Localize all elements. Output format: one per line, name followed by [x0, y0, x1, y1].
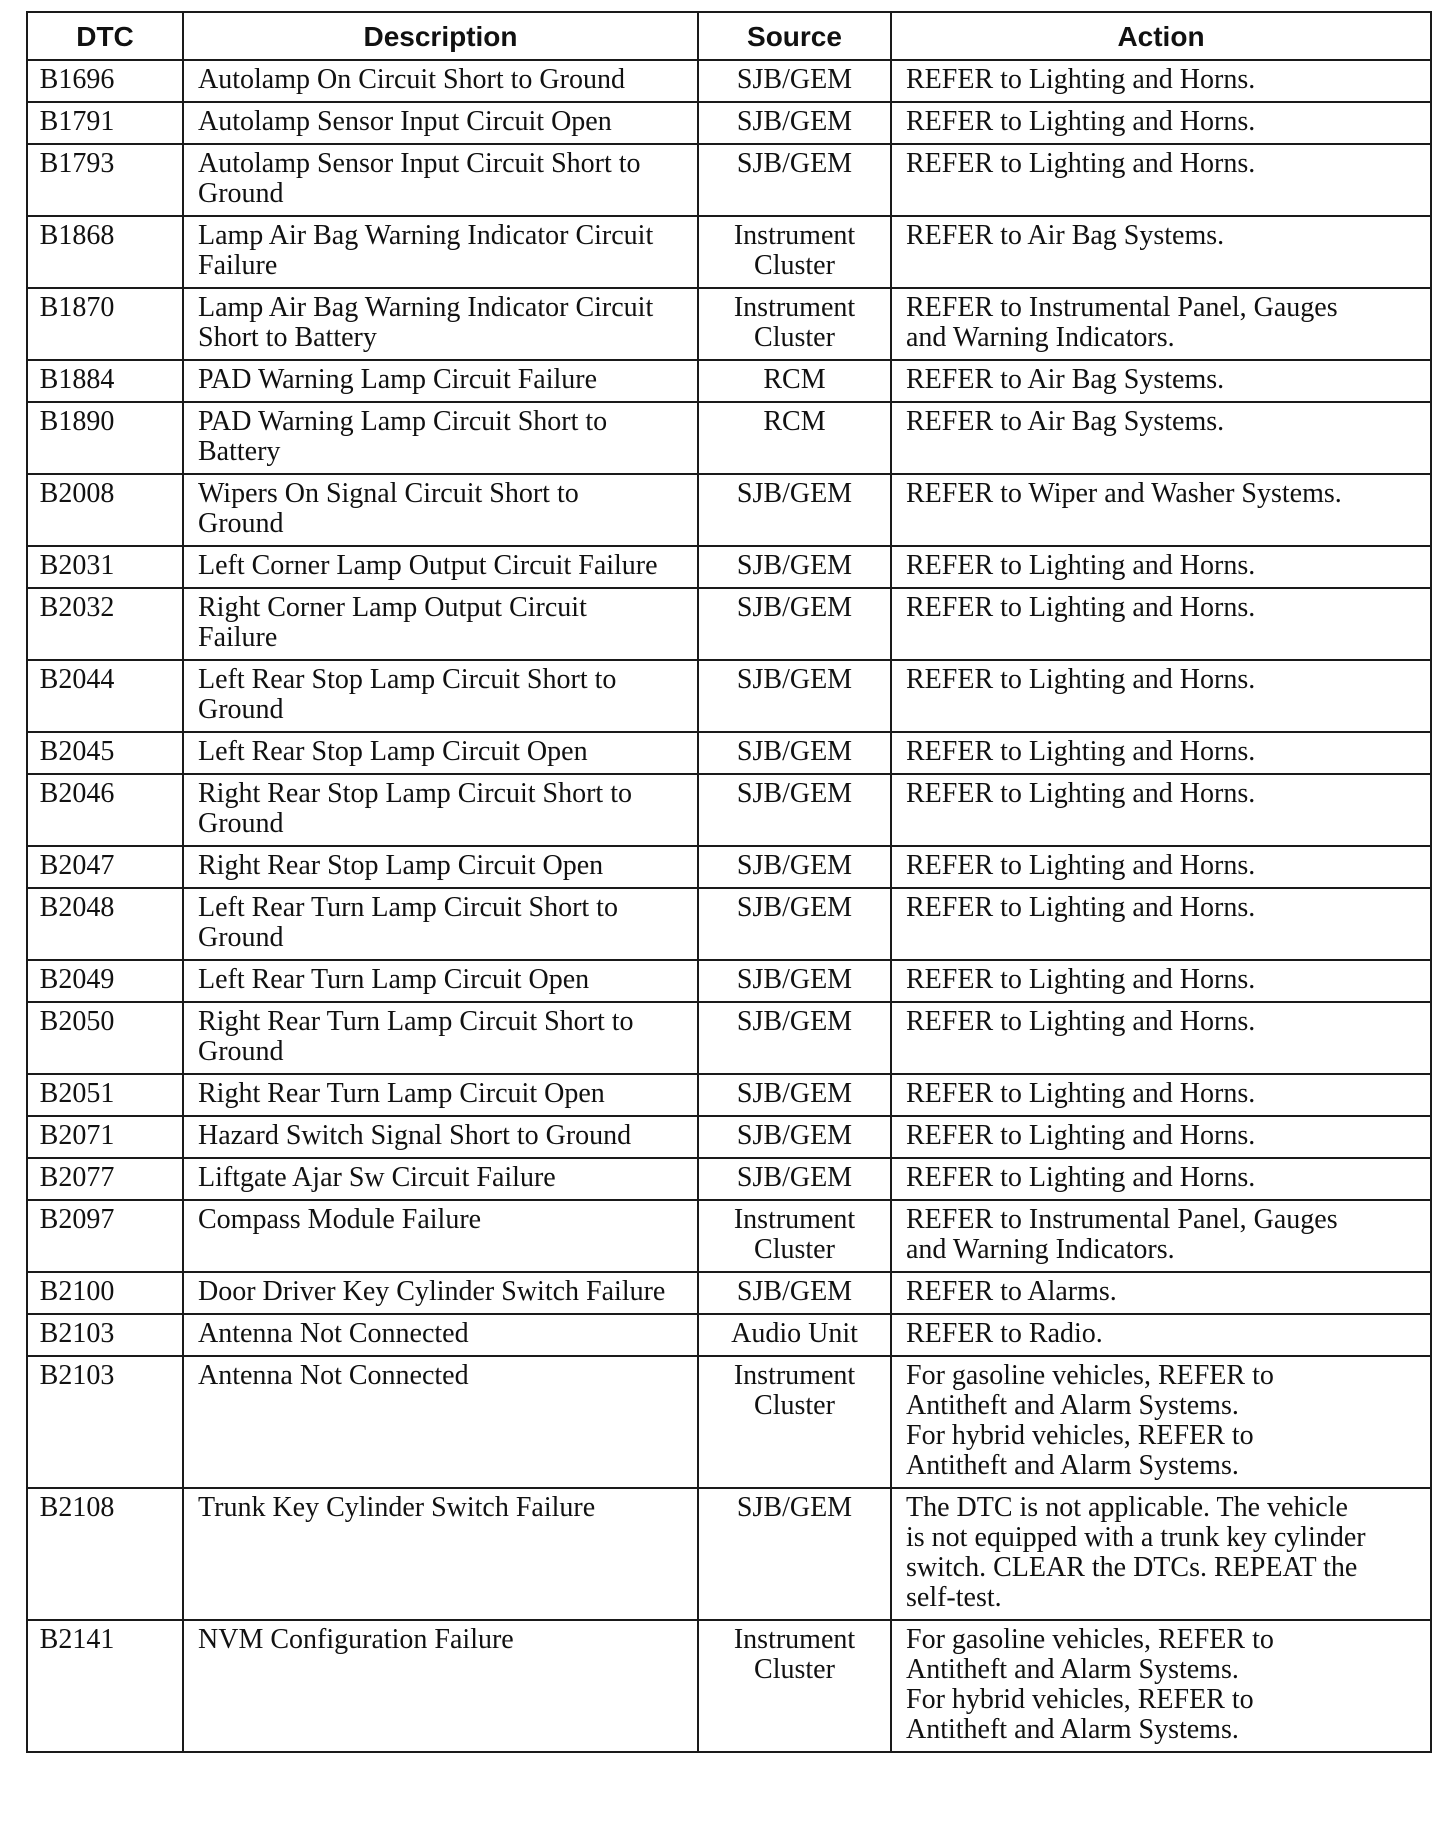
description-line: Ground [198, 1036, 284, 1067]
action-line: Antitheft and Alarm Systems. [906, 1390, 1239, 1421]
source-cell [698, 660, 891, 732]
description-cell [183, 102, 698, 144]
source-line: SJB/GEM [736, 778, 853, 809]
table-row [27, 288, 1431, 360]
action-line: REFER to Lighting and Horns. [906, 892, 1256, 923]
source-cell [698, 288, 891, 360]
source-line: SJB/GEM [736, 964, 853, 995]
action-cell [891, 588, 1431, 660]
description-line: Door Driver Key Cylinder Switch Failure [198, 1276, 666, 1307]
source-line: SJB/GEM [736, 1120, 853, 1151]
description-line: Ground [198, 508, 284, 539]
description-line: Ground [198, 922, 284, 953]
action-cell [891, 1200, 1431, 1272]
action-line: REFER to Lighting and Horns. [906, 106, 1256, 137]
action-line: REFER to Lighting and Horns. [906, 1006, 1256, 1037]
source-line: SJB/GEM [736, 106, 853, 137]
action-cell [891, 1314, 1431, 1356]
dtc-cell: B2077 [27, 1158, 183, 1200]
header-dtc: DTC [27, 12, 183, 60]
action-line: Antitheft and Alarm Systems. [906, 1714, 1239, 1745]
action-line: REFER to Lighting and Horns. [906, 1162, 1256, 1193]
source-cell [698, 1314, 891, 1356]
action-cell [891, 402, 1431, 474]
action-line: Antitheft and Alarm Systems. [906, 1654, 1239, 1685]
source-cell [698, 1356, 891, 1488]
description-line: Right Rear Stop Lamp Circuit Open [198, 850, 604, 881]
description-line: Compass Module Failure [198, 1204, 482, 1235]
description-cell [183, 1158, 698, 1200]
description-line: Left Rear Stop Lamp Circuit Short to [198, 664, 617, 695]
source-line: RCM [763, 406, 826, 437]
source-cell [698, 474, 891, 546]
description-cell [183, 774, 698, 846]
table-row [27, 1272, 1431, 1314]
action-cell [891, 660, 1431, 732]
source-cell [698, 60, 891, 102]
action-line: and Warning Indicators. [906, 322, 1175, 353]
action-line: REFER to Lighting and Horns. [906, 736, 1256, 767]
action-line: REFER to Lighting and Horns. [906, 850, 1256, 881]
action-line: REFER to Wiper and Washer Systems. [906, 478, 1342, 509]
action-cell [891, 1074, 1431, 1116]
description-cell [183, 1002, 698, 1074]
source-cell [698, 846, 891, 888]
description-line: Wipers On Signal Circuit Short to [198, 478, 579, 509]
description-cell [183, 144, 698, 216]
dtc-cell: B2045 [27, 732, 183, 774]
source-line: RCM [763, 364, 826, 395]
description-cell [183, 474, 698, 546]
table-row [27, 60, 1431, 102]
action-cell [891, 774, 1431, 846]
description-cell [183, 1314, 698, 1356]
source-cell [698, 1620, 891, 1752]
action-line: REFER to Instrumental Panel, Gauges [906, 292, 1338, 323]
source-cell [698, 774, 891, 846]
source-line: SJB/GEM [736, 892, 853, 923]
action-cell [891, 102, 1431, 144]
description-cell [183, 960, 698, 1002]
description-cell [183, 1356, 698, 1488]
source-line: SJB/GEM [736, 550, 853, 581]
dtc-cell: B2049 [27, 960, 183, 1002]
description-line: Hazard Switch Signal Short to Ground [198, 1120, 632, 1151]
description-line: PAD Warning Lamp Circuit Failure [198, 364, 598, 395]
source-line: Instrument [733, 1204, 856, 1235]
description-line: Battery [198, 436, 281, 467]
description-cell [183, 588, 698, 660]
dtc-cell: B2051 [27, 1074, 183, 1116]
dtc-cell: B2044 [27, 660, 183, 732]
source-line: SJB/GEM [736, 1006, 853, 1037]
table-row [27, 660, 1431, 732]
source-line: Instrument [733, 1360, 856, 1391]
source-line: Instrument [733, 220, 856, 251]
dtc-cell: B1870 [27, 288, 183, 360]
description-line: Ground [198, 694, 284, 725]
table-body [27, 60, 1431, 1752]
table-row [27, 546, 1431, 588]
action-line: For gasoline vehicles, REFER to [906, 1360, 1274, 1391]
dtc-cell: B1868 [27, 216, 183, 288]
description-cell [183, 402, 698, 474]
action-cell [891, 1158, 1431, 1200]
action-cell [891, 216, 1431, 288]
description-line: Lamp Air Bag Warning Indicator Circuit [198, 292, 654, 323]
action-line: The DTC is not applicable. The vehicle [906, 1492, 1348, 1523]
table-row [27, 1074, 1431, 1116]
description-cell [183, 1200, 698, 1272]
source-line: SJB/GEM [736, 736, 853, 767]
source-line: Cluster [754, 322, 835, 353]
action-cell [891, 1620, 1431, 1752]
action-cell [891, 1002, 1431, 1074]
table-header-row [27, 12, 1431, 60]
action-line: self-test. [906, 1582, 1002, 1613]
source-line: Instrument [733, 292, 856, 323]
table-row [27, 588, 1431, 660]
source-cell [698, 144, 891, 216]
description-line: Autolamp On Circuit Short to Ground [198, 64, 625, 95]
action-cell [891, 474, 1431, 546]
source-line: SJB/GEM [736, 1078, 853, 1109]
action-line: REFER to Lighting and Horns. [906, 592, 1256, 623]
table-row [27, 1488, 1431, 1620]
action-line: Antitheft and Alarm Systems. [906, 1450, 1239, 1481]
dtc-cell: B2046 [27, 774, 183, 846]
description-line: Autolamp Sensor Input Circuit Open [198, 106, 612, 137]
description-line: Autolamp Sensor Input Circuit Short to [198, 148, 641, 179]
description-line: PAD Warning Lamp Circuit Short to [198, 406, 608, 437]
description-line: Liftgate Ajar Sw Circuit Failure [198, 1162, 556, 1193]
source-cell [698, 102, 891, 144]
description-cell [183, 360, 698, 402]
description-line: Left Rear Stop Lamp Circuit Open [198, 736, 588, 767]
source-line: SJB/GEM [736, 592, 853, 623]
description-line: Lamp Air Bag Warning Indicator Circuit [198, 220, 654, 251]
action-line: REFER to Lighting and Horns. [906, 1078, 1256, 1109]
table-row [27, 732, 1431, 774]
description-line: Ground [198, 808, 284, 839]
table-row [27, 1002, 1431, 1074]
description-line: Right Rear Turn Lamp Circuit Open [198, 1078, 605, 1109]
action-cell [891, 1356, 1431, 1488]
description-cell [183, 846, 698, 888]
description-line: Antenna Not Connected [198, 1360, 469, 1391]
source-line: SJB/GEM [736, 664, 853, 695]
action-cell [891, 1272, 1431, 1314]
source-line: SJB/GEM [736, 1492, 853, 1523]
dtc-table [26, 11, 1432, 1753]
action-line: REFER to Air Bag Systems. [906, 364, 1225, 395]
description-line: Failure [198, 250, 278, 281]
action-cell [891, 732, 1431, 774]
description-line: Right Corner Lamp Output Circuit [198, 592, 587, 623]
source-line: SJB/GEM [736, 1276, 853, 1307]
dtc-cell: B2032 [27, 588, 183, 660]
description-cell [183, 60, 698, 102]
description-line: Antenna Not Connected [198, 1318, 469, 1349]
action-line: REFER to Lighting and Horns. [906, 964, 1256, 995]
source-cell [698, 1488, 891, 1620]
source-cell [698, 960, 891, 1002]
action-cell [891, 846, 1431, 888]
source-line: Cluster [754, 1390, 835, 1421]
source-cell [698, 1158, 891, 1200]
description-cell [183, 216, 698, 288]
description-line: Ground [198, 178, 284, 209]
table-row [27, 1314, 1431, 1356]
action-line: REFER to Alarms. [906, 1276, 1117, 1307]
action-line: REFER to Air Bag Systems. [906, 406, 1225, 437]
action-line: REFER to Lighting and Horns. [906, 778, 1256, 809]
source-line: SJB/GEM [736, 64, 853, 95]
table-row [27, 1158, 1431, 1200]
source-line: Cluster [754, 250, 835, 281]
description-cell [183, 1272, 698, 1314]
action-line: REFER to Lighting and Horns. [906, 148, 1256, 179]
source-cell [698, 1200, 891, 1272]
action-cell [891, 1488, 1431, 1620]
table-row [27, 960, 1431, 1002]
description-cell [183, 732, 698, 774]
source-cell [698, 1272, 891, 1314]
description-cell [183, 888, 698, 960]
dtc-cell: B1793 [27, 144, 183, 216]
dtc-cell: B2048 [27, 888, 183, 960]
description-line: Left Corner Lamp Output Circuit Failure [198, 550, 658, 581]
dtc-cell: B2031 [27, 546, 183, 588]
dtc-cell: B2047 [27, 846, 183, 888]
description-line: Left Rear Turn Lamp Circuit Open [198, 964, 590, 995]
action-line: REFER to Lighting and Horns. [906, 550, 1256, 581]
action-cell [891, 360, 1431, 402]
table-row [27, 360, 1431, 402]
header-action: Action [891, 12, 1431, 60]
header-description: Description [183, 12, 698, 60]
action-line: and Warning Indicators. [906, 1234, 1175, 1265]
dtc-cell: B2097 [27, 1200, 183, 1272]
table-row [27, 1200, 1431, 1272]
description-line: Trunk Key Cylinder Switch Failure [198, 1492, 596, 1523]
action-line: REFER to Radio. [906, 1318, 1103, 1349]
dtc-cell: B2103 [27, 1356, 183, 1488]
description-line: Failure [198, 622, 278, 653]
action-cell [891, 1116, 1431, 1158]
dtc-cell: B2108 [27, 1488, 183, 1620]
action-line: For gasoline vehicles, REFER to [906, 1624, 1274, 1655]
description-line: Left Rear Turn Lamp Circuit Short to [198, 892, 618, 923]
source-line: Cluster [754, 1234, 835, 1265]
description-line: NVM Configuration Failure [198, 1624, 514, 1655]
source-cell [698, 360, 891, 402]
source-line: SJB/GEM [736, 148, 853, 179]
dtc-cell: B1884 [27, 360, 183, 402]
header-source: Source [698, 12, 891, 60]
dtc-cell: B2103 [27, 1314, 183, 1356]
dtc-cell: B1791 [27, 102, 183, 144]
source-cell [698, 732, 891, 774]
dtc-cell: B1890 [27, 402, 183, 474]
action-cell [891, 960, 1431, 1002]
source-cell [698, 588, 891, 660]
table-row [27, 846, 1431, 888]
source-line: SJB/GEM [736, 1162, 853, 1193]
table-row [27, 1356, 1431, 1488]
table-row [27, 888, 1431, 960]
action-line: REFER to Lighting and Horns. [906, 64, 1256, 95]
source-cell [698, 1116, 891, 1158]
action-line: REFER to Air Bag Systems. [906, 220, 1225, 251]
action-cell [891, 60, 1431, 102]
action-line: For hybrid vehicles, REFER to [906, 1420, 1254, 1451]
action-cell [891, 546, 1431, 588]
description-line: Short to Battery [198, 322, 377, 353]
table-row [27, 1620, 1431, 1752]
action-line: REFER to Lighting and Horns. [906, 1120, 1256, 1151]
description-line: Right Rear Stop Lamp Circuit Short to [198, 778, 632, 809]
table-row [27, 216, 1431, 288]
source-cell [698, 1074, 891, 1116]
dtc-cell: B2100 [27, 1272, 183, 1314]
table-row [27, 474, 1431, 546]
source-cell [698, 216, 891, 288]
source-line: Cluster [754, 1654, 835, 1685]
dtc-cell: B2008 [27, 474, 183, 546]
description-cell [183, 288, 698, 360]
description-cell [183, 1488, 698, 1620]
description-cell [183, 1116, 698, 1158]
action-line: REFER to Lighting and Horns. [906, 664, 1256, 695]
action-cell [891, 144, 1431, 216]
source-line: SJB/GEM [736, 850, 853, 881]
description-cell [183, 660, 698, 732]
dtc-cell: B1696 [27, 60, 183, 102]
action-line: REFER to Instrumental Panel, Gauges [906, 1204, 1338, 1235]
dtc-cell: B2141 [27, 1620, 183, 1752]
action-line: is not equipped with a trunk key cylinder [906, 1522, 1366, 1553]
table-row [27, 1116, 1431, 1158]
dtc-cell: B2050 [27, 1002, 183, 1074]
source-cell [698, 1002, 891, 1074]
action-cell [891, 288, 1431, 360]
description-cell [183, 1620, 698, 1752]
table-row [27, 144, 1431, 216]
action-line: switch. CLEAR the DTCs. REPEAT the [906, 1552, 1358, 1583]
source-cell [698, 546, 891, 588]
description-cell [183, 1074, 698, 1116]
description-line: Right Rear Turn Lamp Circuit Short to [198, 1006, 634, 1037]
source-cell [698, 888, 891, 960]
source-line: Instrument [733, 1624, 856, 1655]
dtc-cell: B2071 [27, 1116, 183, 1158]
action-line: For hybrid vehicles, REFER to [906, 1684, 1254, 1715]
source-cell [698, 402, 891, 474]
source-line: Audio Unit [731, 1318, 858, 1349]
action-cell [891, 888, 1431, 960]
description-cell [183, 546, 698, 588]
table-row [27, 102, 1431, 144]
source-line: SJB/GEM [736, 478, 853, 509]
table-row [27, 402, 1431, 474]
table-row [27, 774, 1431, 846]
